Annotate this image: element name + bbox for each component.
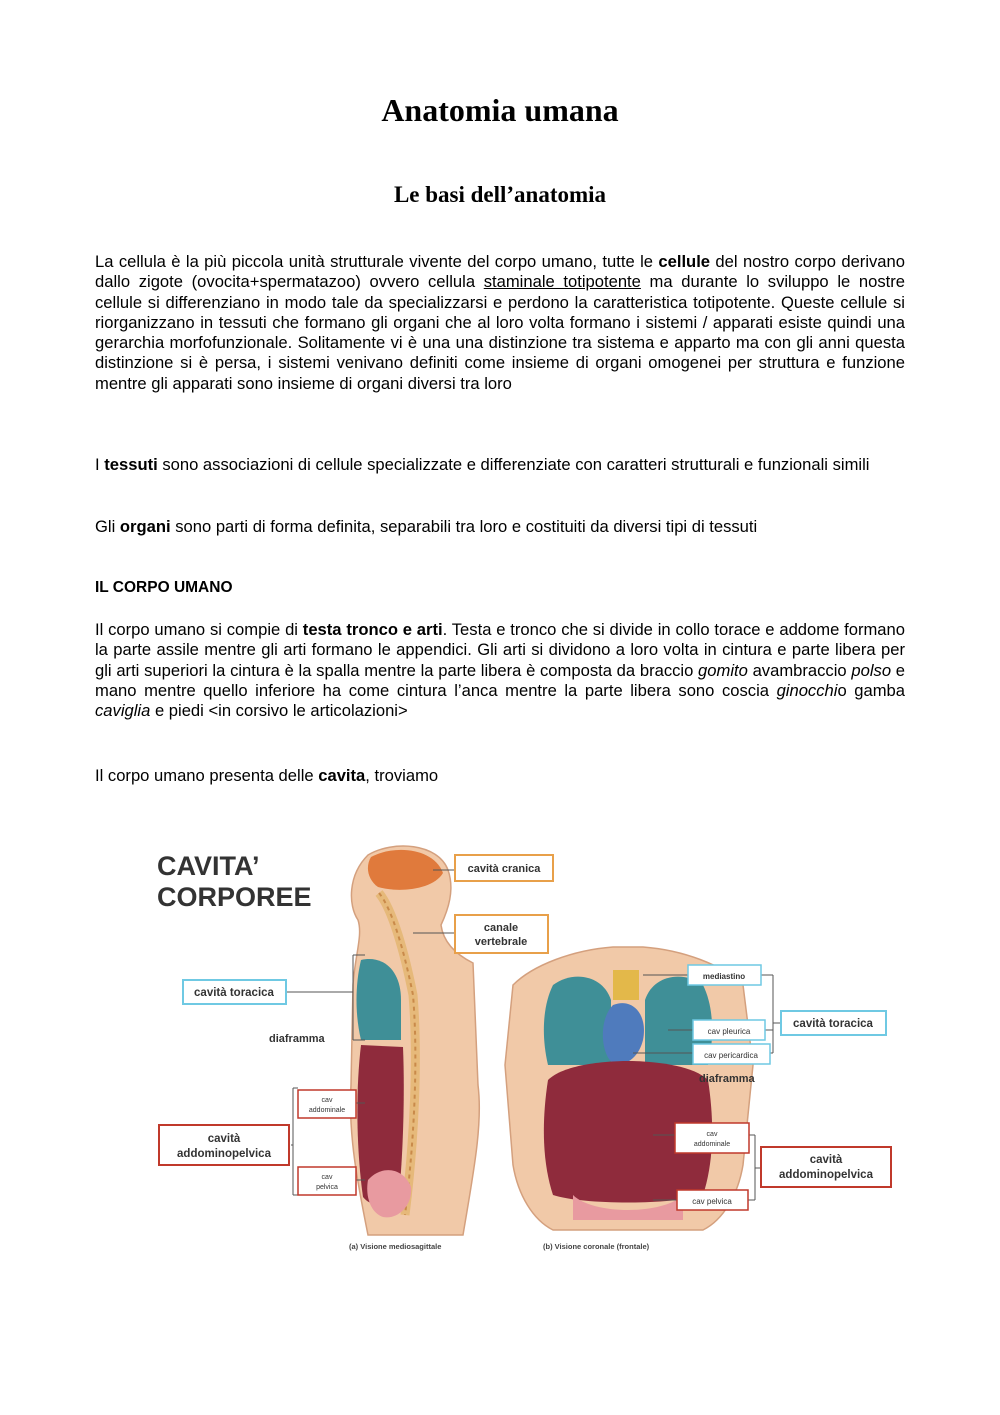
document-title: Anatomia umana <box>381 92 619 128</box>
label-abdominal-cavity-left-line2: addominale <box>308 1107 346 1114</box>
label-pelvic-cavity-left-line1: cav <box>321 1174 333 1181</box>
paragraph-cells: La cellula è la più piccola unità strutturale vivente del corpo umano, tutte le cellule del nostro corpo derivano dallo zigote (ovocita+spermatazoo) ovvero cellula staminale totipotente ma durante lo sviluppo le nostre cellule si differenziano in modo tale da specializzarsi e perdono la caratteristica totipotente. Queste cellule si riorganizzano in tessuti che formano gli organi che al loro volta formano i sistemi / apparati esiste quindi una gerarchia morfofunzionale. Solitamente vi è una una distinzione tra sistema e apparto ma con gli anni questa distinzione si è persa, i sistemi venivano definiti come insieme di organi omogenei per struttura e funzione mentre gli apparati sono insieme di organi diversi tra loro <box>95 252 906 393</box>
paragraph-body: Il corpo umano si compie di testa tronco e arti. Testa e tronco che si divide in collo torace e addome formano la parte assile mentre gli arti formano le appendici. Gli arti si dividono a loro volta in cintura e parte libera per gli arti superiori la cintura è la spalla mentre la parte libera è composta da braccio gomito avambraccio polso e mano mentre quello inferiore ha come cintura l’anca mentre la parte libera sono coscia ginocchio gamba caviglia e piedi <in corsivo le articolazioni> <box>95 620 905 721</box>
label-abdominopelvic-right-line2: addominopelvica <box>779 1169 873 1181</box>
label-abdominal-cavity-right-line1: cav <box>706 1131 718 1138</box>
label-box-abdominopelvic-right <box>761 1147 891 1187</box>
label-diaphragm-right: diaframma <box>699 1073 755 1085</box>
caption-coronal-view: (b) Visione coronale (frontale) <box>543 1242 650 1251</box>
paragraph-cavities: Il corpo umano presenta delle cavita, troviamo <box>95 766 439 785</box>
label-abdominopelvic-right-line1: cavità <box>809 1154 843 1166</box>
label-pelvic-cavity-left-line2: pelvica <box>316 1184 338 1191</box>
label-thoracic-cavity-right: cavità toracica <box>793 1018 873 1030</box>
label-mediastinum: mediastino <box>702 972 746 981</box>
label-box-abdominal-cavity-right <box>675 1123 749 1153</box>
coronal-torso-illustration <box>505 947 753 1230</box>
label-pericardial-cavity: cav pericardica <box>704 1051 758 1060</box>
label-cranial-cavity: cavità cranica <box>467 863 541 875</box>
body-cavities-figure <box>143 835 905 1275</box>
caption-sagittal-view: (a) Visione mediosagittale <box>349 1242 442 1251</box>
label-abdominal-cavity-right-line2: addominale <box>693 1141 731 1148</box>
label-vertebral-canal-line1: canale <box>483 922 519 934</box>
label-abdominopelvic-left-line1: cavità <box>207 1133 241 1145</box>
label-vertebral-canal-line2: vertebrale <box>474 936 528 948</box>
figure-title-line1: CAVITA’ <box>157 851 260 881</box>
document-subtitle: Le basi dell’anatomia <box>393 182 607 207</box>
paragraph-tissues: I tessuti sono associazioni di cellule specializzate e differenziate con caratteri strutturali e funzionali simili <box>95 455 870 474</box>
label-abdominopelvic-left-line2: addominopelvica <box>177 1148 271 1160</box>
body-cavities-illustration <box>143 835 905 1275</box>
label-abdominal-cavity-left-line1: cav <box>321 1097 333 1104</box>
paragraph-organs: Gli organi sono parti di forma definita, separabili tra loro e costituiti da diversi tipi di tessuti <box>95 517 758 536</box>
section-heading: IL CORPO UMANO <box>95 579 233 596</box>
label-pelvic-cavity-right: cav pelvica <box>692 1197 732 1206</box>
label-pleural-cavity: cav pleurica <box>707 1027 751 1036</box>
label-thoracic-cavity-left: cavità toracica <box>194 987 274 999</box>
figure-title-line2: CORPOREE <box>157 882 312 912</box>
label-diaphragm-left: diaframma <box>269 1033 325 1045</box>
